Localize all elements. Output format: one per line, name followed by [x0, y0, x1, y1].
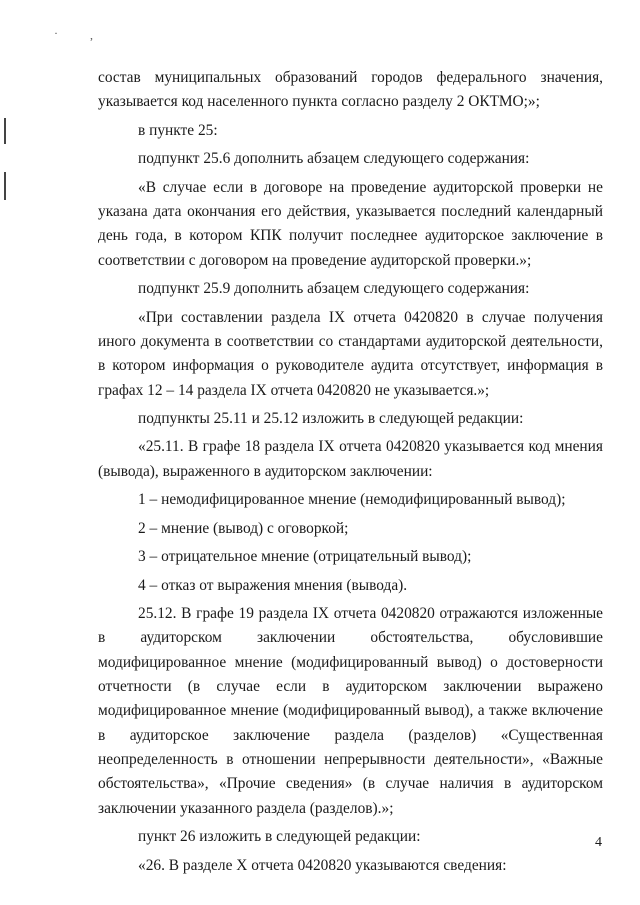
scan-speck: , — [90, 28, 93, 42]
scan-speck: · — [54, 26, 58, 40]
paragraph: подпункт 25.6 дополнить абзацем следующего содержания: — [138, 150, 530, 168]
list-item: 4 – отказ от выражения мнения (вывода). — [138, 576, 408, 594]
paragraph: пункт 26 изложить в следующей редакции: — [138, 828, 421, 846]
paragraph: подпункт 25.9 дополнить абзацем следующего содержания: — [138, 280, 530, 298]
paragraph: «25.11. В графе 18 раздела IX отчета 0420820 указывается код мнения (вывода), выраженного в аудиторском заключении: — [98, 438, 603, 480]
list-item: 1 – немодифицированное мнение (немодифицированный вывод); — [138, 491, 566, 509]
paragraph: в пункте 25: — [138, 121, 218, 139]
paragraph: «В случае если в договоре на проведение аудиторской проверки не указана дата окончания его действия, указывается последний календарный день года, в котором КПК получит последнее аудиторское заключение в соответствии с договором на проведение аудиторской проверки.»; — [98, 178, 603, 269]
paragraph: состав муниципальных образований городов федерального значения, указывается код населенного пункта согласно разделу 2 ОКТМО;»; — [98, 69, 603, 111]
list-item: 2 – мнение (вывод) с оговоркой; — [138, 519, 349, 537]
scan-margin-line — [4, 118, 6, 144]
scan-margin-line — [4, 172, 6, 200]
paragraph: «26. В разделе X отчета 0420820 указываются сведения: — [138, 856, 507, 874]
list-item: 3 – отрицательное мнение (отрицательный вывод); — [138, 548, 472, 566]
paragraph: подпункты 25.11 и 25.12 изложить в следующей редакции: — [138, 409, 524, 427]
page-number: 4 — [595, 835, 602, 850]
body-text — [98, 66, 603, 882]
paragraph: 25.12. В графе 19 раздела IX отчета 0420820 отражаются изложенные в аудиторском заключении обстоятельства, обусловившие модифицированное мнение (модифицированный вывод) о достоверности отчетности (в случае если в аудиторском заключении выражено модифицированное мнение (модифицированный вывод), а также включение в аудиторское заключение раздела (разделов) «Существенная неопределенность в отношении непрерывности деятельности», «Важные обстоятельства», «Прочие сведения» (в случае наличия в аудиторском заключении указанного раздела (разделов).»; — [98, 605, 603, 817]
paragraph: «При составлении раздела IX отчета 0420820 в случае получения иного документа в соответствии со стандартами аудиторской деятельности, в котором информация о руководителе аудита отсутствует, информация в графах 12 – 14 раздела IX отчета 0420820 не указывается.»; — [98, 308, 603, 399]
